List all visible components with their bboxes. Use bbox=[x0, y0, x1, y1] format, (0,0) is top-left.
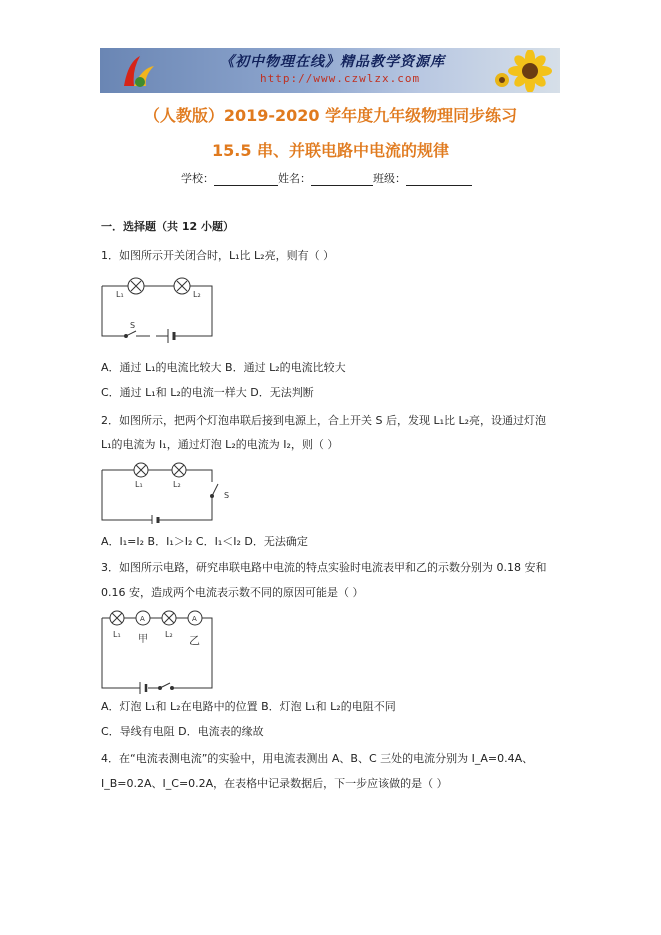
q2-s-label: S bbox=[224, 491, 230, 500]
header-banner bbox=[100, 48, 560, 93]
q3-l1-label: L₁ bbox=[113, 630, 121, 639]
q2-options: A．I₁=I₂ B．I₁＞I₂ C．I₁＜I₂ D．无法确定 bbox=[101, 535, 308, 548]
q3-options-ab: A．灯泡 L₁和 L₂在电路中的位置 B．灯泡 L₁和 L₂的电阻不同 bbox=[101, 700, 396, 713]
class-label: 班级： bbox=[373, 172, 406, 185]
q3-stem-line1: 3．如图所示电路，研究串联电路中电流的特点实验时电流表甲和乙的示数分别为 0.18 安和 bbox=[101, 561, 547, 574]
school-label: 学校： bbox=[181, 172, 214, 185]
q2-stem-line1: 2．如图所示，把两个灯泡串联后接到电源上，合上开关 S 后，发现 L₁比 L₂亮，设通过灯泡 bbox=[101, 414, 547, 427]
q1-l1-label: L₁ bbox=[116, 290, 124, 299]
school-blank bbox=[214, 174, 278, 186]
q3-yi-label: 乙 bbox=[189, 634, 200, 647]
sunflower-icon bbox=[490, 50, 552, 92]
q3-circuit-figure bbox=[100, 608, 216, 694]
name-label: 姓名： bbox=[278, 172, 311, 185]
page-title: （人教版）2019-2020 学年度九年级物理同步练习 bbox=[143, 106, 518, 125]
student-info bbox=[181, 170, 472, 186]
q1-s-label: S bbox=[130, 321, 136, 330]
q4-stem-line1: 4．在“电流表测电流”的实验中，用电流表测出 A、B、C 三处的电流分别为 I_A=0.4A、 bbox=[101, 752, 534, 765]
q2-stem-line2: L₁的电流为 I₁，通过灯泡 L₂的电流为 I₂，则（ ） bbox=[101, 438, 339, 451]
q1-options-ab: A．通过 L₁的电流比较大 B．通过 L₂的电流比较大 bbox=[101, 361, 346, 374]
q1-stem: 1．如图所示开关闭合时，L₁比 L₂亮，则有（ ） bbox=[101, 249, 335, 262]
q1-options-cd: C．通过 L₁和 L₂的电流一样大 D．无法判断 bbox=[101, 386, 314, 399]
q3-stem-line2: 0.16 安，造成两个电流表示数不同的原因可能是（ ） bbox=[101, 586, 364, 599]
q2-circuit-figure bbox=[100, 460, 236, 524]
q3-options-cd: C．导线有电阻 D．电流表的缘故 bbox=[101, 725, 264, 738]
q2-l2-label: L₂ bbox=[173, 480, 181, 489]
page-subtitle: 15.5 串、并联电路中电流的规律 bbox=[211, 141, 450, 160]
class-blank bbox=[406, 174, 472, 186]
name-blank bbox=[311, 174, 373, 186]
q1-circuit-figure bbox=[100, 272, 216, 346]
q2-l1-label: L₁ bbox=[135, 480, 143, 489]
q3-jia-label: 甲 bbox=[138, 634, 148, 645]
logo-icon bbox=[118, 52, 158, 90]
q3-ammeter-jia-symbol: A bbox=[140, 615, 145, 623]
q3-ammeter-yi-symbol: A bbox=[192, 615, 197, 623]
banner-url: http://www.czwlzx.com bbox=[260, 72, 421, 85]
banner-title: 《初中物理在线》精品教学资源库 bbox=[220, 54, 445, 70]
q1-l2-label: L₂ bbox=[193, 290, 201, 299]
q4-stem-line2: I_B=0.2A、I_C=0.2A，在表格中记录数据后，下一步应该做的是（ ） bbox=[101, 777, 448, 790]
q3-l2-label: L₂ bbox=[165, 630, 173, 639]
section-title: 一．选择题（共 12 小题） bbox=[101, 220, 234, 233]
